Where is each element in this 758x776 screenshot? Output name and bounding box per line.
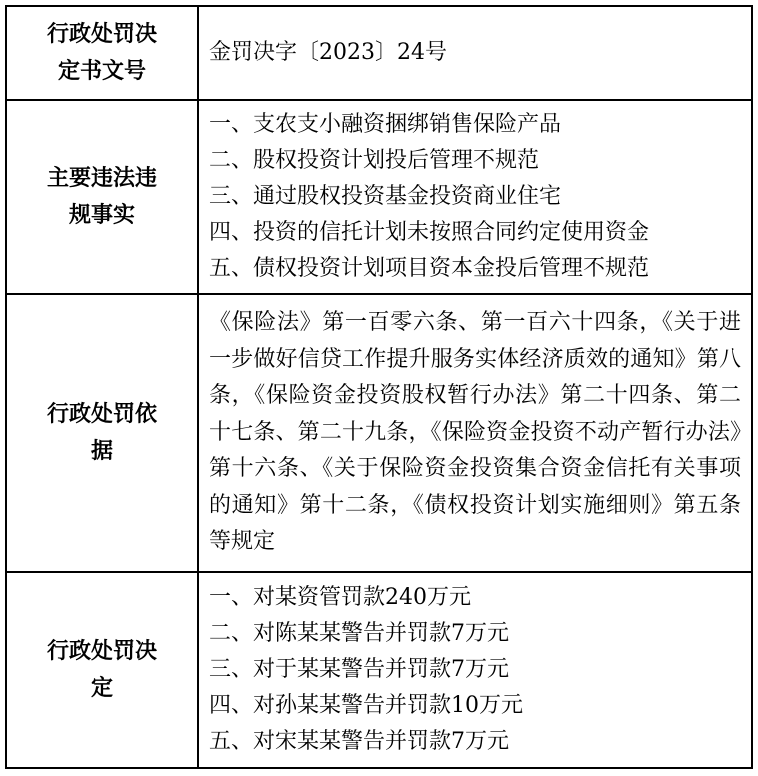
- decision-item: 五、对宋某某警告并罚款7万元: [209, 729, 509, 754]
- fact-item: 三、通过股权投资基金投资商业住宅: [209, 184, 562, 209]
- fact-item: 二、股权投资计划投后管理不规范: [209, 148, 540, 173]
- facts-content-cell: [198, 100, 752, 294]
- decision-item: 四、对孙某某警告并罚款10万元: [209, 693, 523, 718]
- decision-content-cell: [198, 572, 752, 768]
- decision-item: 三、对于某某警告并罚款7万元: [209, 657, 509, 682]
- decision-label: 行政处罚决定: [46, 639, 157, 701]
- facts-label: 主要违法违规事实: [46, 166, 157, 228]
- fact-item: 五、债权投资计划项目资本金投后管理不规范: [209, 256, 650, 281]
- basis-label: 行政处罚依据: [46, 402, 157, 464]
- table-row-facts: [6, 100, 752, 294]
- table-row-doc-number: [6, 6, 752, 100]
- decision-label-cell: [6, 572, 198, 768]
- basis-content-cell: [198, 294, 752, 572]
- penalty-info-table: [5, 5, 753, 769]
- doc-number-label-cell: [6, 6, 198, 100]
- basis-label-cell: [6, 294, 198, 572]
- fact-item: 四、投资的信托计划未按照合同约定使用资金: [209, 220, 650, 245]
- doc-number-value: 金罚决字〔2023〕24号: [209, 40, 447, 65]
- table-row-basis: [6, 294, 752, 572]
- fact-item: 一、支农支小融资捆绑销售保险产品: [209, 112, 562, 137]
- basis-text: 《保险法》第一百零六条、第一百六十四条，《关于进一步做好信贷工作提升服务实体经济质效的通知》第八条，《保险资金投资股权暂行办法》第二十四条、第二十七条、第二十九条，《保险资金投资不动产暂行办法》第十六条、《关于保险资金投资集合资金信托有关事项的通知》第十二条，《债权投资计划实施细则》第五条等规定: [209, 310, 741, 555]
- facts-label-cell: [6, 100, 198, 294]
- decision-item: 二、对陈某某警告并罚款7万元: [209, 621, 509, 646]
- decision-item: 一、对某资管罚款240万元: [209, 585, 471, 610]
- doc-number-value-cell: [198, 6, 752, 100]
- doc-number-label: 行政处罚决定书文号: [46, 22, 157, 84]
- table-row-decision: [6, 572, 752, 768]
